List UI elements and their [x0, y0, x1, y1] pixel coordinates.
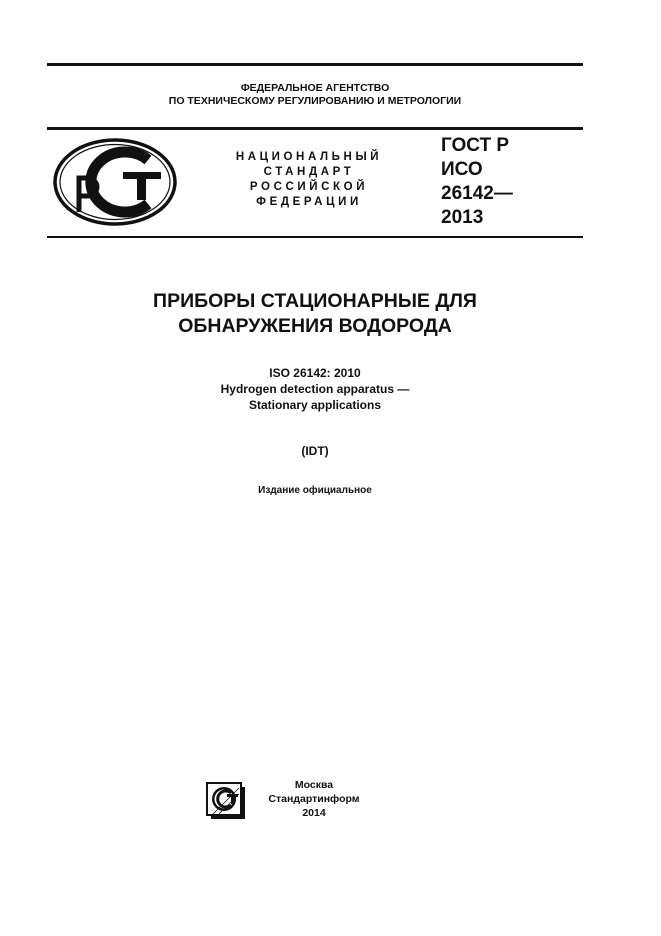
iso-title-line-2: Stationary applications	[248, 398, 382, 412]
edition-label: Издание официальное	[258, 485, 372, 496]
agency-line-1: ФЕДЕРАЛЬНОЕ АГЕНТСТВО	[240, 82, 390, 94]
standard-type-line-2: СТАНДАРТ	[263, 166, 355, 178]
equivalence-mark: (IDT)	[301, 444, 329, 458]
designation-line-1: ГОСТ Р	[441, 135, 510, 156]
top-rule	[47, 63, 583, 66]
document-title-line-1: ПРИБОРЫ СТАЦИОНАРНЫЕ ДЛЯ	[153, 290, 477, 312]
standard-type-line-3: РОССИЙСКОЙ	[249, 181, 369, 193]
agency-header	[47, 82, 583, 108]
agency-line-2: ПО ТЕХНИЧЕСКОМУ РЕГУЛИРОВАНИЮ И МЕТРОЛОГИИ	[168, 95, 462, 107]
lower-rule	[47, 236, 583, 238]
standard-type-line-1: НАЦИОНАЛЬНЫЙ	[235, 151, 383, 163]
designation-line-3: 26142—	[441, 183, 513, 204]
publisher-year: 2014	[302, 807, 326, 819]
publisher-block	[246, 778, 382, 820]
document-title-line-2: ОБНАРУЖЕНИЯ ВОДОРОДА	[178, 315, 452, 337]
standard-designation	[441, 134, 581, 230]
designation-line-4: 2013	[441, 207, 484, 228]
standard-type-line-4: ФЕДЕРАЦИИ	[256, 196, 362, 208]
iso-code: ISO 26142: 2010	[269, 366, 361, 380]
document-title	[47, 289, 583, 339]
iso-title-line-1: Hydrogen detection apparatus —	[220, 382, 410, 396]
iso-reference	[47, 365, 583, 413]
designation-line-2: ИСО	[441, 159, 483, 180]
standard-type	[204, 150, 414, 210]
rst-emblem-icon	[53, 138, 177, 226]
header-rule	[47, 127, 583, 130]
publisher-name: Стандартинформ	[268, 793, 360, 805]
publisher-emblem-icon	[205, 781, 247, 821]
publisher-city: Москва	[294, 779, 334, 791]
